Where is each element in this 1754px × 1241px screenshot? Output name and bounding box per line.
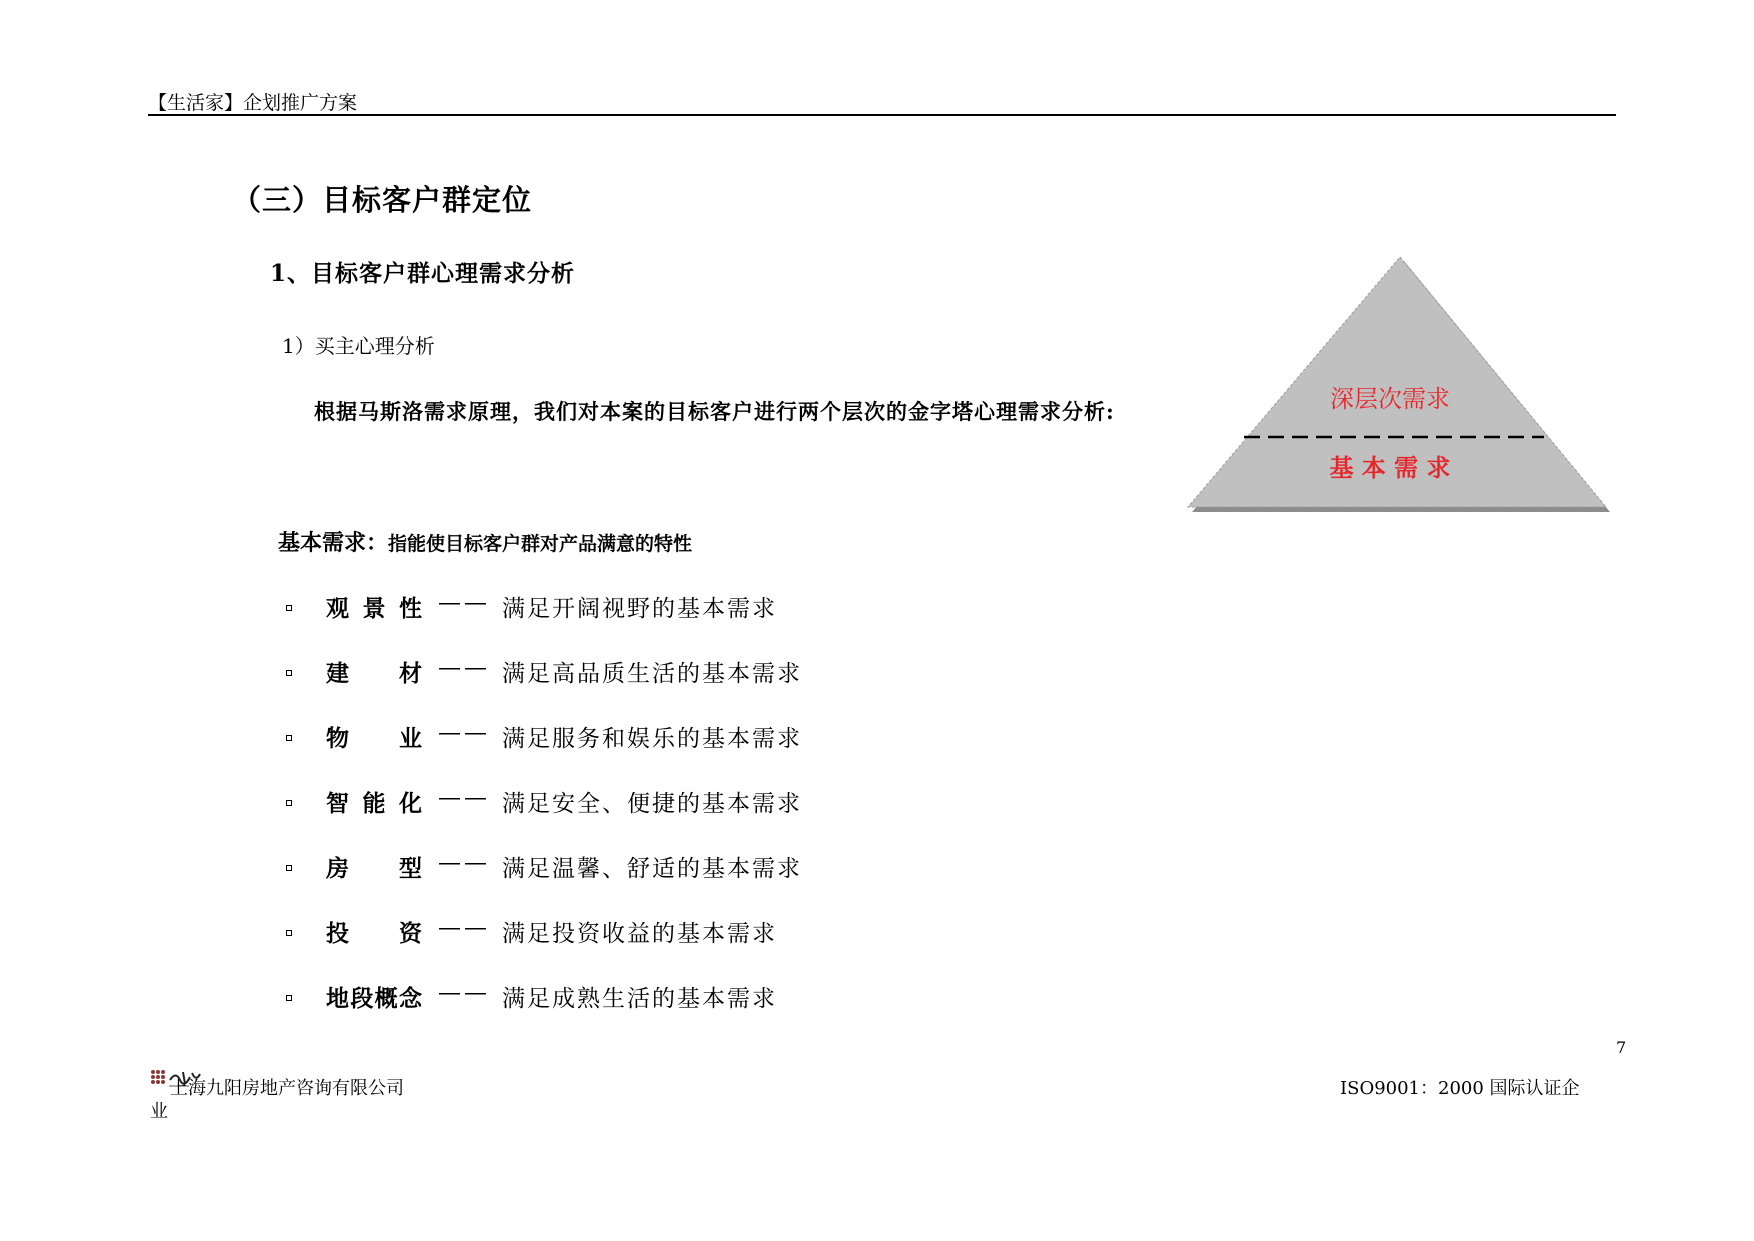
need-dash: ——	[438, 720, 490, 746]
need-dash: ——	[438, 915, 490, 941]
need-dash: ——	[438, 590, 490, 616]
footer-iso-continuation: 业	[150, 1101, 168, 1122]
section-title: （三）目标客户群定位	[232, 183, 533, 217]
need-text: 满足温馨、舒适的基本需求	[502, 856, 802, 882]
need-dash: ——	[438, 980, 490, 1006]
need-dash: ——	[438, 785, 490, 811]
basic-needs-heading-label: 基本需求：	[278, 530, 389, 556]
need-name: 投资	[326, 920, 422, 947]
square-bullet-icon	[286, 800, 292, 806]
header-title: 【生活家】企划推广方案	[148, 92, 358, 114]
need-name: 地段概念	[326, 985, 422, 1012]
subsection-title: 1、目标客户群心理需求分析	[270, 260, 576, 287]
page-number: 7	[1616, 1038, 1627, 1057]
need-name: 建材	[326, 660, 422, 687]
need-text: 满足安全、便捷的基本需求	[502, 791, 802, 817]
basic-needs-heading	[278, 526, 692, 557]
subsubsection-title: 1）买主心理分析	[282, 334, 435, 358]
need-dash: ——	[438, 655, 490, 681]
pyramid-top-label: 深层次需求	[1330, 385, 1450, 413]
need-text: 满足成熟生活的基本需求	[502, 986, 777, 1012]
need-dash: ——	[438, 850, 490, 876]
needs-pyramid-diagram	[1178, 255, 1618, 525]
square-bullet-icon	[286, 865, 292, 871]
footer-company-name: 上海九阳房地产咨询有限公司	[170, 1078, 404, 1099]
square-bullet-icon	[286, 995, 292, 1001]
need-name: 房型	[326, 855, 422, 882]
pyramid-bottom-label: 基 本 需 求	[1329, 453, 1451, 482]
intro-paragraph: 根据马斯洛需求原理，我们对本案的目标客户进行两个层次的金字塔心理需求分析:	[314, 399, 1115, 424]
need-text: 满足开阔视野的基本需求	[502, 596, 777, 622]
footer-iso-certification: ISO9001：2000 国际认证企	[1340, 1078, 1580, 1099]
need-text: 满足高品质生活的基本需求	[502, 661, 802, 687]
square-bullet-icon	[286, 605, 292, 611]
need-text: 满足投资收益的基本需求	[502, 921, 777, 947]
basic-needs-description: 指能使目标客户群对产品满意的特性	[388, 533, 693, 555]
square-bullet-icon	[286, 930, 292, 936]
header-divider	[148, 114, 1616, 116]
need-name: 智能化	[326, 790, 422, 817]
need-text: 满足服务和娱乐的基本需求	[502, 726, 802, 752]
need-name: 观景性	[326, 595, 422, 622]
square-bullet-icon	[286, 670, 292, 676]
need-name: 物业	[326, 725, 422, 752]
square-bullet-icon	[286, 735, 292, 741]
